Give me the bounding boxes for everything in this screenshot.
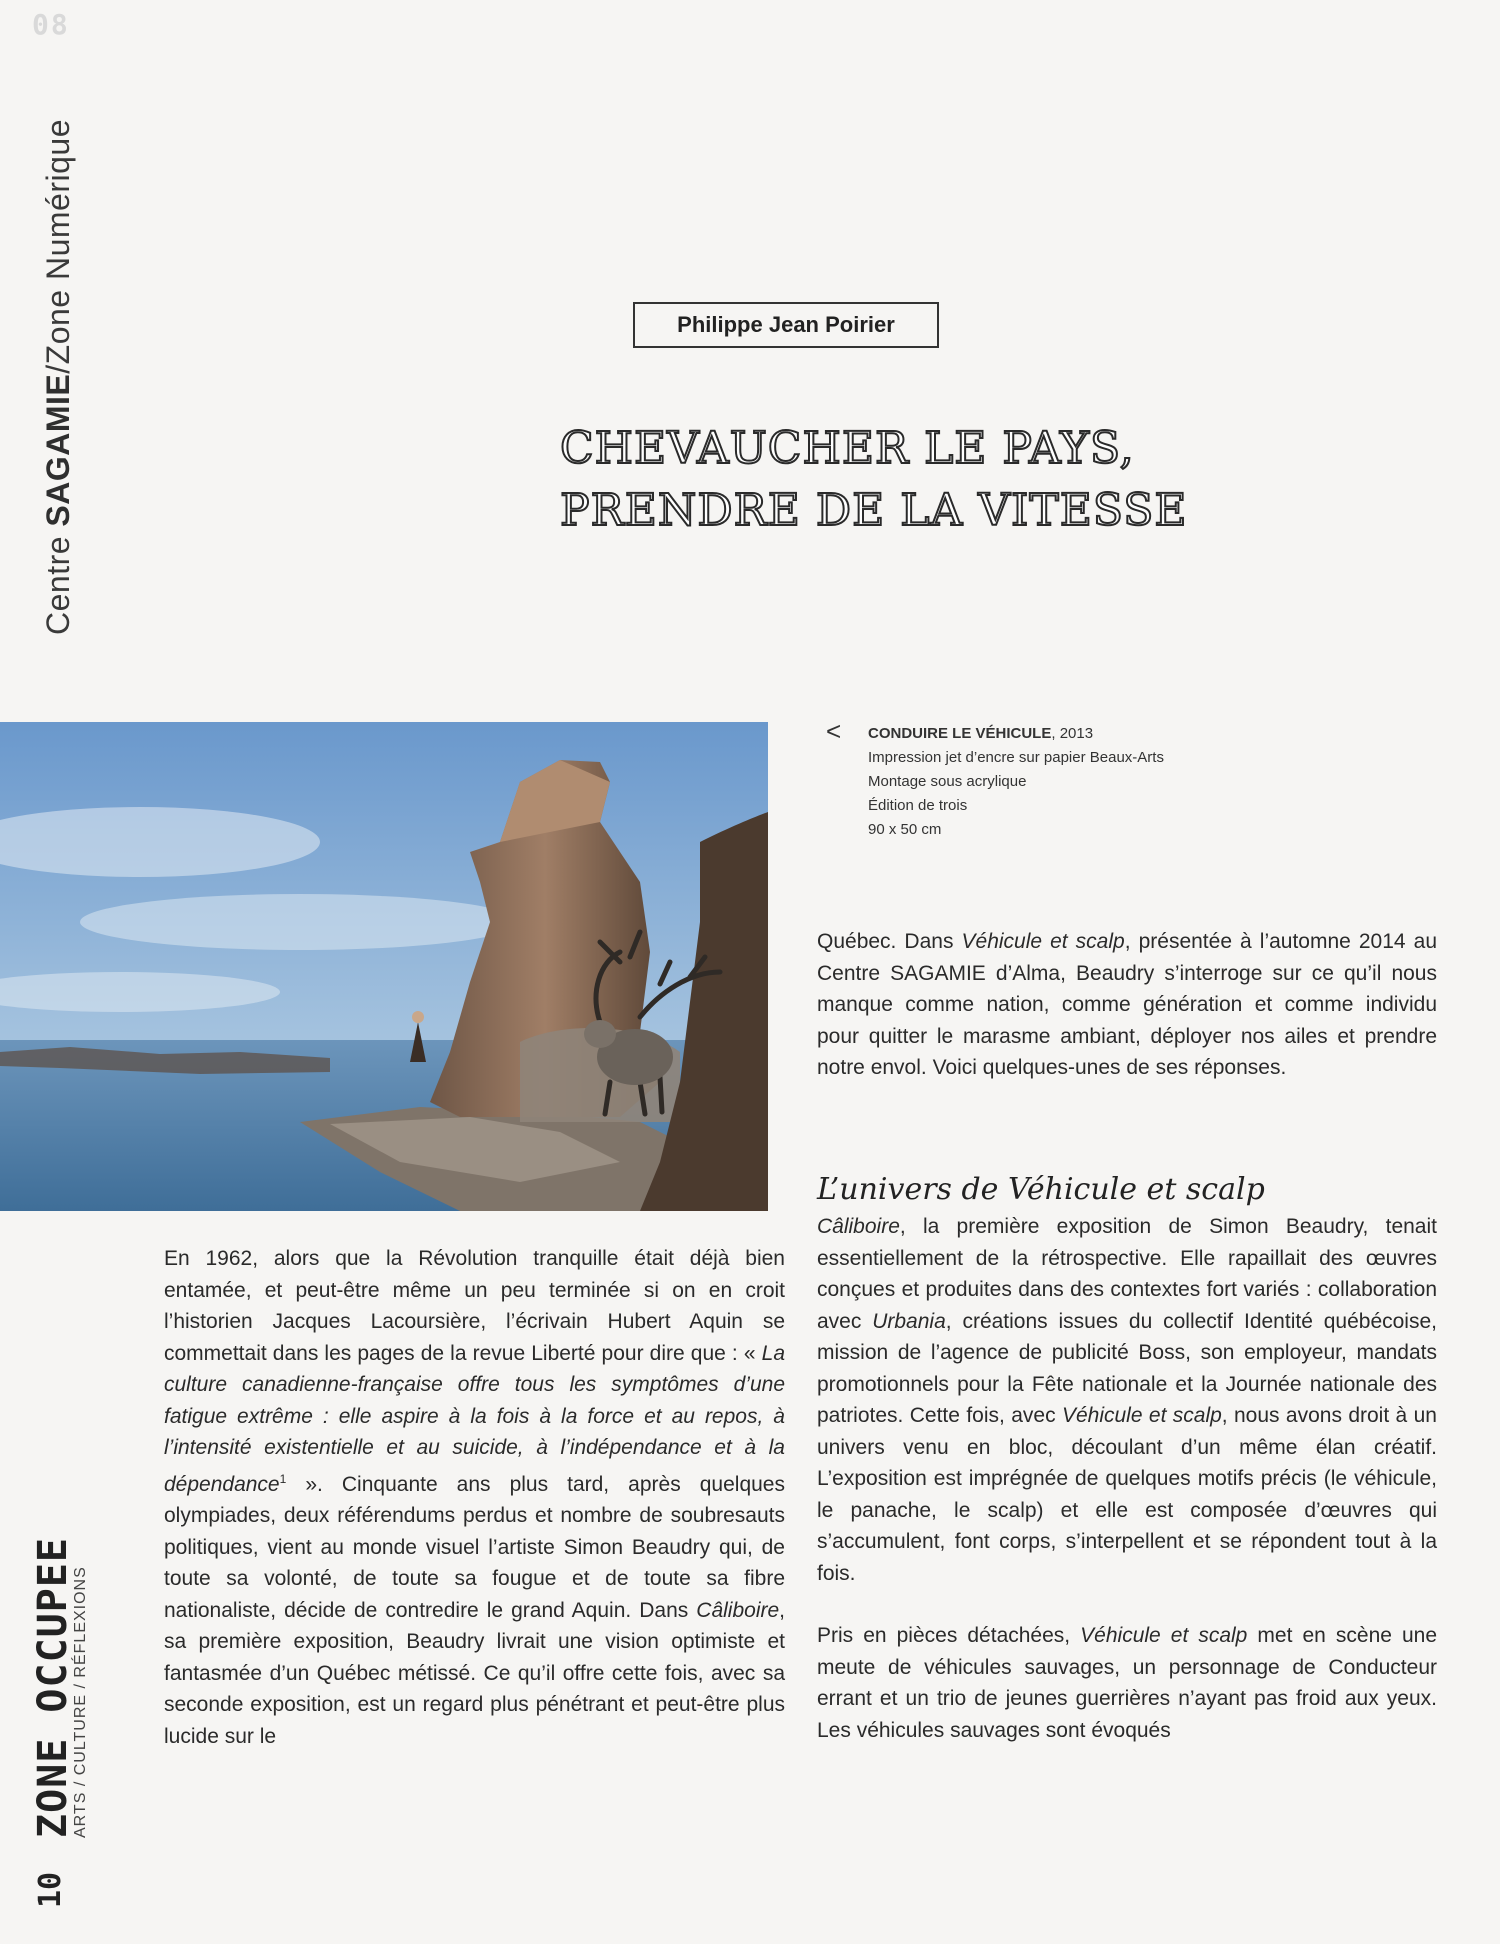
footnote-marker: 1 <box>279 1471 287 1486</box>
left-paragraph <box>164 1243 785 1752</box>
right-intro-paragraph <box>817 926 1437 1084</box>
caption-title-line <box>868 722 1164 746</box>
issue-number: 08 <box>32 8 70 41</box>
text-span: Québec. Dans <box>817 930 962 953</box>
text-span: met en scène une meute de véhicules sauvages, un personnage de Conducteur errant et un trio de jeunes guerrières n’ayant pas froid aux yeux. Les véhicules sauvages sont évoqués <box>817 1624 1438 1742</box>
text-span: En 1962, alors que la Révolution tranquille était déjà bien entamée, et peut-être même un peu terminée si on en croit l’historien Jacques Lacoursière, l’écrivain Hubert Aquin se commettait dans les pages de la revue Liberté pour dire que : « <box>164 1247 785 1365</box>
author-box: Philippe Jean Poirier <box>633 302 939 348</box>
text-span: ». Cinquante ans plus tard, après quelques olympiades, deux référendums perdus et nombre de soubresauts politiques, vient au monde visuel l’artiste Simon Beaudry qui, de toute sa volonté, de toute sa fougue et de toute sa fibre nationaliste, décide de contredire le grand Aquin. Dans <box>164 1472 785 1622</box>
text-span: , nous avons droit à un univers venu en bloc, découlant d’un même élan créatif. L’exposition est imprégnée de quelques motifs précis (le véhicule, le panache, le scalp) et elle est composée d’œuvres qui s’accumulent, font corps, s’interpellent et se répondent tout à la fois. <box>817 1404 1437 1585</box>
caption-year: , 2013 <box>1051 725 1094 742</box>
caption-title: CONDUIRE LE VÉHICULE <box>868 725 1052 742</box>
italic-span: Véhicule et scalp <box>1061 1404 1222 1427</box>
right-column-intro <box>817 926 1437 1084</box>
italic-span: Urbania <box>872 1309 946 1333</box>
text-span: Pris en pièces détachées, <box>817 1624 1081 1647</box>
article-headline <box>560 418 1188 542</box>
caption-line-1: Impression jet d’encre sur papier Beaux-Arts <box>868 749 1164 766</box>
caption-line-2: Montage sous acrylique <box>868 773 1027 790</box>
italic-span: Véhicule et scalp <box>1080 1624 1248 1647</box>
right-paragraph-1 <box>817 1211 1437 1589</box>
photo-landscape <box>0 722 768 1211</box>
headline-line-2: PRENDRE DE LA VITESSE <box>560 485 1188 536</box>
italic-span: Câliboire <box>817 1215 900 1238</box>
text-span: , présentée à l’automne 2014 au Centre SAGAMIE d’Alma, Beaudry s’interroge sur ce qu’il nous manque comme nation, comme génération et comme individu pour quitter le marasme ambiant, déployer nos ailes et prendre notre envol. Voici quelques-unes de ses réponses. <box>817 930 1438 1079</box>
article-photo <box>0 722 768 1211</box>
caption-line-3: Édition de trois <box>868 797 968 814</box>
section-title-prefix: Centre <box>40 526 76 635</box>
text-span: , créations issues du collectif Identité québécoise, mission de l’agence de publicité Boss, son employeur, mandats promotionnels pour la Fête nationale et la Journée nationale des patriotes. Cette fois, avec <box>817 1309 1437 1427</box>
magazine-brand: ZONE OCCUPEE <box>30 1537 76 1838</box>
caption-line-4: 90 x 50 cm <box>868 821 942 838</box>
text-span: , sa première exposition, Beaudry livrait une vision optimiste et fantasmée d’un Québec métissé. Ce qu’il offre cette fois, avec sa seconde exposition, est un regard plus pénétrant et peut-être plus lucide sur le <box>164 1598 785 1748</box>
section-title-suffix: /Zone Numérique <box>40 118 76 374</box>
italic-span: Véhicule et scalp <box>961 930 1125 953</box>
section-subheading: L’univers de Véhicule et scalp <box>817 1172 1265 1207</box>
magazine-tagline: ARTS / CULTURE / RÉFLEXIONS <box>72 1566 89 1838</box>
left-column-body <box>164 1243 785 1752</box>
section-title-bold: SAGAMIE <box>40 373 76 527</box>
text-span: , la première exposition de Simon Beaudry, tenait essentiellement de la rétrospective. Elle rapaillait des œuvres conçues et produites dans des contextes fort variés : collaboration avec <box>817 1215 1437 1333</box>
right-column-body <box>817 1211 1437 1746</box>
italic-quote: La culture canadienne-française offre tous les symptômes d’une fatigue extrême : elle aspire à la fois à la force et au repos, à l’intensité existentielle et au suicide, à l’indépendance et à la dépendance <box>164 1341 785 1496</box>
section-title-vertical <box>40 119 77 635</box>
photo-caption <box>868 722 1164 842</box>
headline-line-1: CHEVAUCHER LE PAYS, <box>560 423 1135 474</box>
caption-pointer-icon: < <box>826 716 842 746</box>
page-number: 10 <box>33 1871 68 1908</box>
italic-span: Câliboire <box>696 1598 780 1622</box>
right-paragraph-2 <box>817 1620 1437 1746</box>
